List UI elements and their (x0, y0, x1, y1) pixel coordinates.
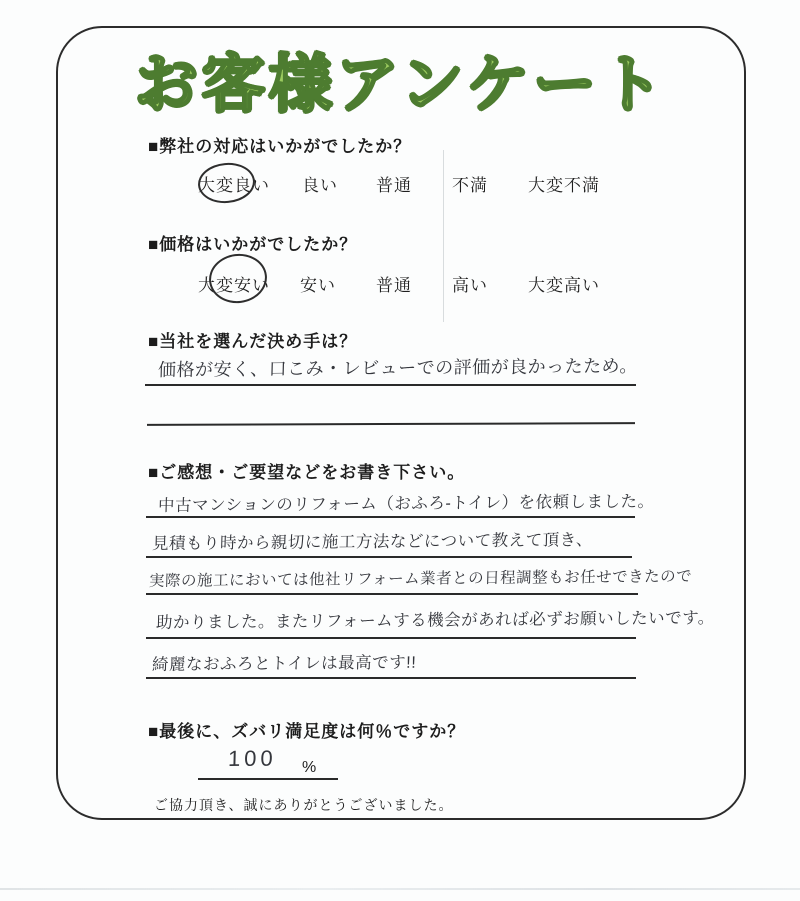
q1-option-dissatisfied: 不満 (452, 176, 488, 195)
q1-option-very-good: 大変良い (198, 176, 270, 195)
q2-option-very-cheap: 大変安い (198, 276, 270, 295)
answer-underline-q4-5 (146, 677, 636, 679)
q4-handwritten-line-1: 中古マンションのリフォーム（おふろ-トイレ）を依頼しました。 (157, 492, 655, 516)
q4-handwritten-line-5: 綺麗なおふろとトイレは最高です!! (151, 653, 417, 675)
thank-you-note: ご協力頂き、誠にありがとうございました。 (154, 797, 454, 813)
answer-underline-q4-3 (146, 593, 638, 595)
q1-option-normal: 普通 (376, 176, 412, 195)
q4-handwritten-line-4: 助かりました。またリフォームする機会があれば必ずお願いしたいです。 (155, 609, 716, 633)
q4-handwritten-line-2: 見積もり時から親切に施工方法などについて教えて頂き、 (151, 531, 594, 554)
scan-edge-artifact (0, 888, 800, 890)
answer-underline-q3-1 (145, 384, 636, 386)
q5-handwritten-satisfaction-value: 100 (227, 745, 278, 772)
answer-underline-q4-1 (146, 516, 635, 518)
q3-handwritten-answer: 価格が安く、口こみ・レビューでの評価が良かったため。 (157, 355, 639, 381)
question-4-heading: ■ご感想・ご要望などをお書き下さい。 (148, 463, 466, 482)
question-2-heading: ■価格はいかがでしたか？ (148, 235, 358, 254)
question-5-heading: ■最後に、ズバリ満足度は何％ですか？ (148, 722, 466, 741)
percent-unit-label: % (302, 759, 317, 776)
form-title: お客様アンケート (134, 50, 668, 120)
answer-underline-q4-2 (146, 556, 632, 558)
q1-option-good: 良い (302, 176, 338, 195)
q4-handwritten-line-3: 実際の施工においては他社リフォーム業者との日程調整もお任せできたので (148, 568, 693, 591)
q1-option-very-dissatisfied: 大変不満 (528, 176, 600, 195)
q2-option-very-expensive: 大変高い (528, 276, 600, 295)
answer-underline-q4-4 (146, 637, 636, 639)
q2-option-normal: 普通 (376, 276, 412, 295)
scan-fold-artifact (443, 150, 444, 322)
question-3-heading: ■当社を選んだ決め手は？ (148, 332, 358, 351)
question-1-heading: ■弊社の対応はいかがでしたか？ (148, 137, 412, 156)
q2-option-expensive: 高い (452, 276, 488, 295)
q2-option-cheap: 安い (300, 276, 336, 295)
satisfaction-blank-underline (198, 778, 338, 780)
